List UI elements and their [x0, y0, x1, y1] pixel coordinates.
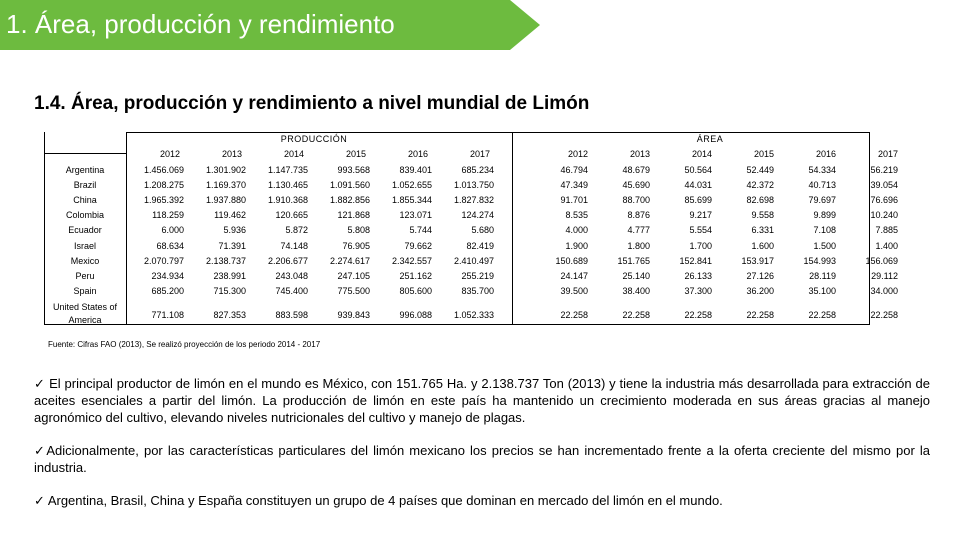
year-header: 2016 — [815, 149, 836, 159]
area-value: 9.899 — [813, 210, 836, 221]
produccion-value: 5.680 — [471, 225, 494, 236]
area-value: 52.449 — [746, 165, 774, 175]
area-value: 26.133 — [684, 270, 712, 281]
year-header: 2014 — [283, 149, 304, 159]
year-header: 2017 — [469, 149, 490, 159]
produccion-value: 234.934 — [151, 270, 184, 281]
produccion-value: 1.456.069 — [143, 165, 184, 175]
produccion-value: 251.162 — [399, 270, 432, 281]
area-value: 54.334 — [808, 165, 836, 175]
year-header: 2015 — [753, 149, 774, 159]
produccion-value: 68.634 — [156, 240, 184, 251]
produccion-value: 6.000 — [161, 225, 184, 236]
area-value: 1.800 — [627, 240, 650, 251]
area-value: 48.679 — [622, 165, 650, 175]
area-value: 8.876 — [627, 210, 650, 221]
area-value: 1.900 — [565, 240, 588, 251]
produccion-value: 118.259 — [152, 210, 184, 221]
country-cell: China — [73, 195, 97, 206]
area-value: 38.400 — [622, 285, 650, 296]
produccion-value: 5.744 — [409, 225, 432, 236]
area-value: 39.054 — [870, 180, 898, 191]
produccion-value: 5.808 — [347, 225, 370, 236]
area-value: 34.000 — [870, 285, 898, 296]
year-header: 2017 — [877, 149, 898, 159]
produccion-value: 123.071 — [399, 210, 432, 221]
area-value: 8.535 — [565, 210, 588, 221]
area-value: 7.108 — [813, 225, 836, 236]
area-value: 36.200 — [746, 285, 774, 296]
produccion-value: 120.665 — [275, 210, 308, 221]
title-banner-arrow — [510, 0, 540, 50]
section-subtitle: 1.4. Área, producción y rendimiento a nivel mundial de Limón — [34, 93, 590, 114]
produccion-value: 79.662 — [404, 240, 432, 251]
check-icon: ✓ — [34, 443, 47, 458]
bullet-text-2: Adicionalmente, por las características particulares del limón mexicano los precios se han incrementado frente a la oferta creciente del mismo por la industria. — [34, 443, 930, 475]
area-value: 10.240 — [870, 210, 898, 221]
area-value: 1.400 — [875, 240, 898, 251]
produccion-value: 74.148 — [280, 240, 308, 251]
area-value: 9.558 — [751, 210, 774, 221]
area-value: 152.841 — [679, 255, 712, 266]
area-value: 156.069 — [865, 255, 898, 266]
produccion-value: 996.088 — [399, 309, 432, 320]
produccion-value: 685.200 — [151, 285, 184, 296]
bullet-paragraph-3 — [34, 492, 930, 509]
area-value: 85.699 — [684, 195, 712, 206]
produccion-value: 1.052.333 — [453, 309, 494, 320]
country-cell: United States of America — [52, 301, 118, 325]
area-value: 22.258 — [746, 309, 774, 320]
produccion-value: 1.147.735 — [267, 165, 308, 175]
area-value: 37.300 — [684, 285, 712, 296]
produccion-value: 1.882.856 — [329, 195, 370, 206]
area-value: 153.917 — [741, 255, 774, 266]
data-table — [44, 132, 898, 325]
produccion-value: 82.419 — [466, 240, 494, 251]
year-header: 2012 — [159, 149, 180, 159]
area-value: 47.349 — [560, 180, 588, 191]
produccion-value: 775.500 — [337, 285, 370, 296]
produccion-value: 1.855.344 — [391, 195, 432, 206]
area-value: 76.696 — [870, 195, 898, 206]
area-value: 4.000 — [565, 225, 588, 236]
produccion-value: 255.219 — [461, 270, 494, 281]
country-cell: Ecuador — [68, 225, 102, 236]
check-icon: ✓ — [34, 376, 46, 391]
area-value: 22.258 — [622, 309, 650, 320]
area-value: 22.258 — [560, 309, 588, 320]
grid-line — [44, 132, 45, 325]
area-value: 1.600 — [751, 240, 774, 251]
produccion-value: 1.965.392 — [143, 195, 184, 206]
produccion-value: 1.091.560 — [329, 180, 370, 191]
produccion-value: 76.905 — [342, 240, 370, 251]
area-value: 79.697 — [808, 195, 836, 206]
produccion-value: 1.827.832 — [453, 195, 494, 206]
country-cell: Israel — [73, 240, 96, 251]
produccion-value: 715.300 — [213, 285, 246, 296]
grid-line — [44, 324, 870, 325]
produccion-value: 71.391 — [218, 240, 246, 251]
area-value: 9.217 — [689, 210, 712, 221]
area-value: 40.713 — [808, 180, 836, 191]
produccion-value: 993.568 — [337, 165, 370, 175]
area-value: 28.119 — [809, 270, 836, 281]
check-icon: ✓ — [34, 493, 45, 508]
produccion-value: 1.301.902 — [205, 165, 246, 175]
country-cell: Peru — [75, 270, 95, 281]
country-cell: Colombia — [65, 210, 105, 221]
area-value: 22.258 — [684, 309, 712, 320]
year-header: 2016 — [407, 149, 428, 159]
area-value: 154.993 — [803, 255, 836, 266]
produccion-value: 771.108 — [151, 309, 184, 320]
produccion-value: 247.105 — [337, 270, 370, 281]
area-value: 88.700 — [622, 195, 650, 206]
page-title: 1. Área, producción y rendimiento — [6, 9, 395, 39]
area-value: 56.219 — [870, 165, 898, 175]
area-value: 22.258 — [808, 309, 836, 320]
area-value: 22.258 — [870, 309, 898, 320]
produccion-value: 2.206.677 — [267, 255, 308, 266]
produccion-value: 1.130.465 — [267, 180, 308, 191]
area-value: 1.700 — [689, 240, 712, 251]
produccion-value: 1.910.368 — [267, 195, 308, 206]
produccion-value: 883.598 — [275, 309, 308, 320]
produccion-value: 939.843 — [337, 309, 370, 320]
produccion-value: 805.600 — [399, 285, 432, 296]
bullet-paragraph-1 — [34, 375, 930, 426]
area-value: 44.031 — [684, 180, 712, 191]
area-value: 7.885 — [875, 225, 898, 236]
area-value: 50.564 — [684, 165, 712, 175]
produccion-value: 124.274 — [461, 210, 494, 221]
area-value: 91.701 — [560, 195, 588, 206]
year-header: 2014 — [691, 149, 712, 159]
grid-line — [512, 132, 513, 325]
country-cell: Brazil — [73, 180, 97, 191]
produccion-value: 839.401 — [399, 165, 432, 175]
area-value: 42.372 — [746, 180, 774, 191]
area-header: ÁREA — [696, 134, 724, 144]
area-value: 25.140 — [622, 270, 650, 281]
grid-line — [44, 153, 126, 154]
produccion-value: 1.052.655 — [391, 180, 432, 191]
bullet-paragraph-2 — [34, 442, 930, 476]
area-value: 4.777 — [627, 225, 650, 236]
produccion-value: 835.700 — [461, 285, 494, 296]
produccion-value: 238.991 — [213, 270, 246, 281]
area-value: 29.112 — [871, 270, 898, 281]
produccion-value: 827.353 — [213, 309, 246, 320]
bullet-text-1: El principal productor de limón en el mundo es México, con 151.765 Ha. y 2.138.737 Ton (2013) y tiene la industria más desarrollada para extracción de aceites esenciales a partir del limón. La producción de limón en este país ha mantenido un crecimiento moderada en sus áreas gracias al manejo agronómico del cultivo, elevando niveles nutricionales del cultivo y manejo de plagas. — [34, 376, 930, 425]
produccion-value: 1.169.370 — [205, 180, 246, 191]
year-header: 2015 — [345, 149, 366, 159]
area-value: 46.794 — [560, 165, 588, 175]
produccion-header: PRODUCCIÓN — [280, 134, 348, 144]
area-value: 24.147 — [560, 270, 588, 281]
country-cell: Argentina — [65, 165, 105, 175]
area-value: 82.698 — [746, 195, 774, 206]
year-header: 2012 — [567, 149, 588, 159]
area-value: 1.500 — [813, 240, 836, 251]
table-source: Fuente: Cifras FAO (2013), Se realizó proyección de los periodo 2014 - 2017 — [48, 340, 321, 349]
produccion-value: 2.070.797 — [143, 255, 184, 266]
produccion-value: 2.138.737 — [205, 255, 246, 266]
produccion-value: 121.868 — [337, 210, 370, 221]
area-value: 150.689 — [555, 255, 588, 266]
produccion-value: 745.400 — [275, 285, 308, 296]
produccion-value: 2.410.497 — [453, 255, 494, 266]
produccion-value: 5.936 — [223, 225, 246, 236]
country-cell: Mexico — [70, 255, 100, 266]
area-value: 35.100 — [808, 285, 836, 296]
area-value: 6.331 — [751, 225, 774, 236]
grid-line — [126, 132, 127, 325]
area-value: 5.554 — [689, 225, 712, 236]
produccion-value: 243.048 — [275, 270, 308, 281]
produccion-value: 1.013.750 — [453, 180, 494, 191]
produccion-value: 685.234 — [461, 165, 494, 175]
produccion-value: 119.462 — [214, 210, 246, 221]
area-value: 151.765 — [617, 255, 650, 266]
bullet-text-3: Argentina, Brasil, China y España constituyen un grupo de 4 países que dominan en mercado del limón en el mundo. — [47, 493, 723, 508]
produccion-value: 1.937.880 — [205, 195, 246, 206]
area-value: 27.126 — [746, 270, 774, 281]
produccion-value: 1.208.275 — [143, 180, 184, 191]
year-header: 2013 — [221, 149, 242, 159]
country-cell: Spain — [73, 285, 97, 296]
produccion-value: 2.342.557 — [391, 255, 432, 266]
area-value: 39.500 — [560, 285, 588, 296]
produccion-value: 2.274.617 — [329, 255, 370, 266]
produccion-value: 5.872 — [285, 225, 308, 236]
area-value: 45.690 — [622, 180, 650, 191]
year-header: 2013 — [629, 149, 650, 159]
